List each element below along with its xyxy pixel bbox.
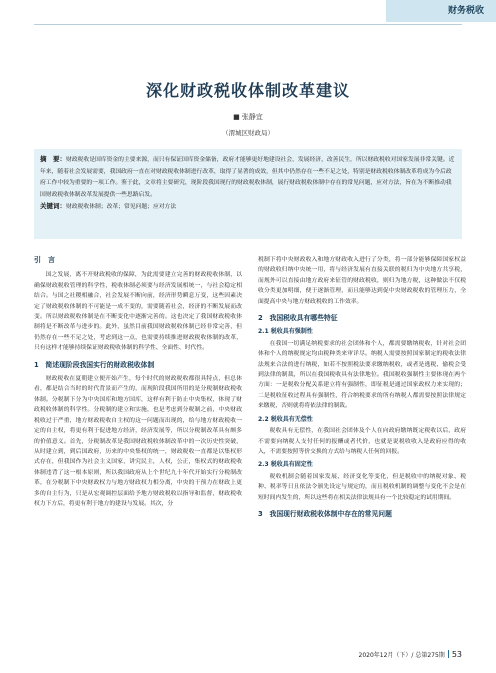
column-header-tag bbox=[386, 0, 496, 22]
subsection-2-3-heading: 2.3 税收具有固定性 bbox=[258, 461, 313, 469]
abstract-text: 财政税收是国库资金的主要来源，而只有保证国库资金储备，政府才能够更好地建设社会，发展经济，改善民生，所以财政税收对国家发展非常关键。近年来，随着社会发展需要，我国政府一直在对财政税收体制进行改革，取得了显著的成效，但其中仍然存在一些不足之处，特别是财政税收体制改革将成为今后政府工作中较为重要的一项工作。鉴于此，文章将主要研究，现阶段我国现行的财政税收体制，展行财政税收体制中存在的常见问题，应对方法，旨在为不断推动我国财政税收体制改革发展提供一些思路启发。 bbox=[40, 157, 455, 198]
subsection-2-2-heading: 2.2 税收具有无偿性 bbox=[258, 415, 313, 423]
subsection-2-3-paragraph: 税收机制会随着国家发展、经济变化等变化，但是税收中的纳税对象、税种、税率等日且依法令颁先设定与规定的，而且税收机制的调整与变化不会是在短时间内发生的，所以这些将在相关法律法规具有一个比较稳定的试用期间。 bbox=[258, 473, 466, 501]
section-3-heading: 3 我国现行财政税收体制中存在的常见问题 bbox=[258, 509, 392, 518]
subsection-2-1-paragraph: 在我国一切满足纳税要求的社会团体和个人，都需要缴纳税收，针对社会团体和个人的纳税规定均由税种类来审详尽。纳税人需要按照国家制定的税收法律法规来合法的进行纳税，如若不按照税法要求缴纳税收，或者是逃税、偷税会受到法律的制裁，所以在我国税收具有法律地位。我国税收强制性主要体现在两个方面：一是税收分配关系建立将有强制性，即征税是通过国家政权力来实现的；二是税收征收过程具有强制性，符合纳税要求的所有纳税人都需要按照法律规定来缴税，否则就将将依法律的制裁。 bbox=[258, 340, 466, 410]
intro-heading: 引 言 bbox=[34, 256, 55, 264]
abstract-label: 摘 要： bbox=[40, 155, 66, 163]
intro-paragraph: 国之发展，离不开财政税收的保障，为此需要建立完善的财政税收体制，以确保财政税收管理的科学性，税收体制必须要与经济发展相统一，与社会稳定相结合。与国之社稷相融合，社会发展不断向前，经济形势瞬息万变，这些因素决定了财政税收体制的不可能是一成不变的，需要随着社会，经济的不断发展而改变。所以财政税收体制是在不断变化中逐渐完善的。这也决定了我国财政税收体制将是不断改革与进步的。此外，虽然目前我国财政税收体制已经非常完善，但仍然存在一些不足之处，考虑到这一点，也需要持续推进财政税收体制的改革，只有这样才能够持续保证财政税收体制的科学性、全面性、时代性。 bbox=[34, 272, 242, 352]
continued-paragraph: 税制下将中央财政收入和地方财政收入进行了分类，将一部分能够保障国家权益的财政收归纳中央统一用，将与经济发展有直接关联的税归为中央地方共享税，而规外可以直接由地方政府来征管的财政税收，则归为地方税，这种做法不仅税收分类更加明细，便于逐渐管理，而且能够达到促中央财政税收的管理压力，全面提高中央与地方财政税收的工作效率。 bbox=[258, 257, 466, 305]
section-1-heading: 1 简述现阶段我国实行的财政税收体制 bbox=[34, 360, 155, 369]
page-number: 53 bbox=[451, 650, 462, 659]
article-title: 深化财政税收体制改革建议 bbox=[145, 81, 350, 100]
left-column bbox=[34, 255, 242, 509]
article-author: ■ 张静宜 bbox=[233, 113, 263, 121]
article-affiliation: （渭城区财政局） bbox=[222, 129, 274, 137]
subsection-2-1-heading: 2.1 税收具有强制性 bbox=[258, 328, 313, 336]
keywords-text: 财政税收体制；改革；常见问题；应对方法 bbox=[66, 204, 177, 210]
keywords-label: 关键词： bbox=[40, 202, 66, 210]
section-1-paragraph: 财政税收在夏朝建立便开始产生，每个时代的财政税收都很具特点，但总体看，都是结合当时的时代背景而产生的，而现阶段我国所用的是分税制财政税收体制。分税制下分为中央国库和地方国库，这样有利于防止中央集权，体现了财政税收体制的科学性。分税制的建立和实施，也是考虑到分税制之前，中央财政税收过于严重，地方财政税收自主权的这一问题而出现的，给与地方财政税收一定的自主权，将更有利于促进地方经济，经济发展等，所以分税制改革具有颇多的价值意义。首先，分税制改革是我国财政税收体制改革中的一次历史性突破，从时建立到，到后国政府，历来的中央集权的统一，财政税收一直都是以集权形式存在，但我国作为社会主义国家，讲究民主，人权，公正，集权式的财政税收体制违背了这一根本原则，所以我国政府从上个世纪九十年代开始实行分税制改革，在分税制下中央财政权力与地方财政权力相分离，中央的干预力在财政上更多的自主行为，只是从宏观调控层面给予地方财政税收以指导和监督，财政税收权力下方后，将更有利于地方的建设与发展。其次，分 bbox=[34, 376, 242, 507]
section-2-heading: 2 我国税收具有哪些特征 bbox=[258, 314, 338, 323]
issue-info: 2020年12月（下）/ 总第275期 bbox=[358, 652, 445, 659]
keywords-line bbox=[40, 201, 456, 214]
abstract-box bbox=[34, 149, 462, 239]
header-rule bbox=[34, 24, 462, 25]
page-footer bbox=[359, 650, 462, 659]
abstract-body bbox=[40, 154, 456, 201]
right-column bbox=[258, 255, 466, 523]
footer-divider bbox=[448, 650, 449, 658]
subsection-2-2-paragraph: 税收具有无偿性，在我国社会团体及个人在向政府缴纳既定税收以后，政府不需要向纳税人支付任何的报酬或者代价，也就是说税收收入是政府应得的收入，不需要按照等价交换的方式给与纳税人任何的回报。 bbox=[258, 428, 466, 455]
column-name: 财务税收 bbox=[447, 6, 484, 16]
